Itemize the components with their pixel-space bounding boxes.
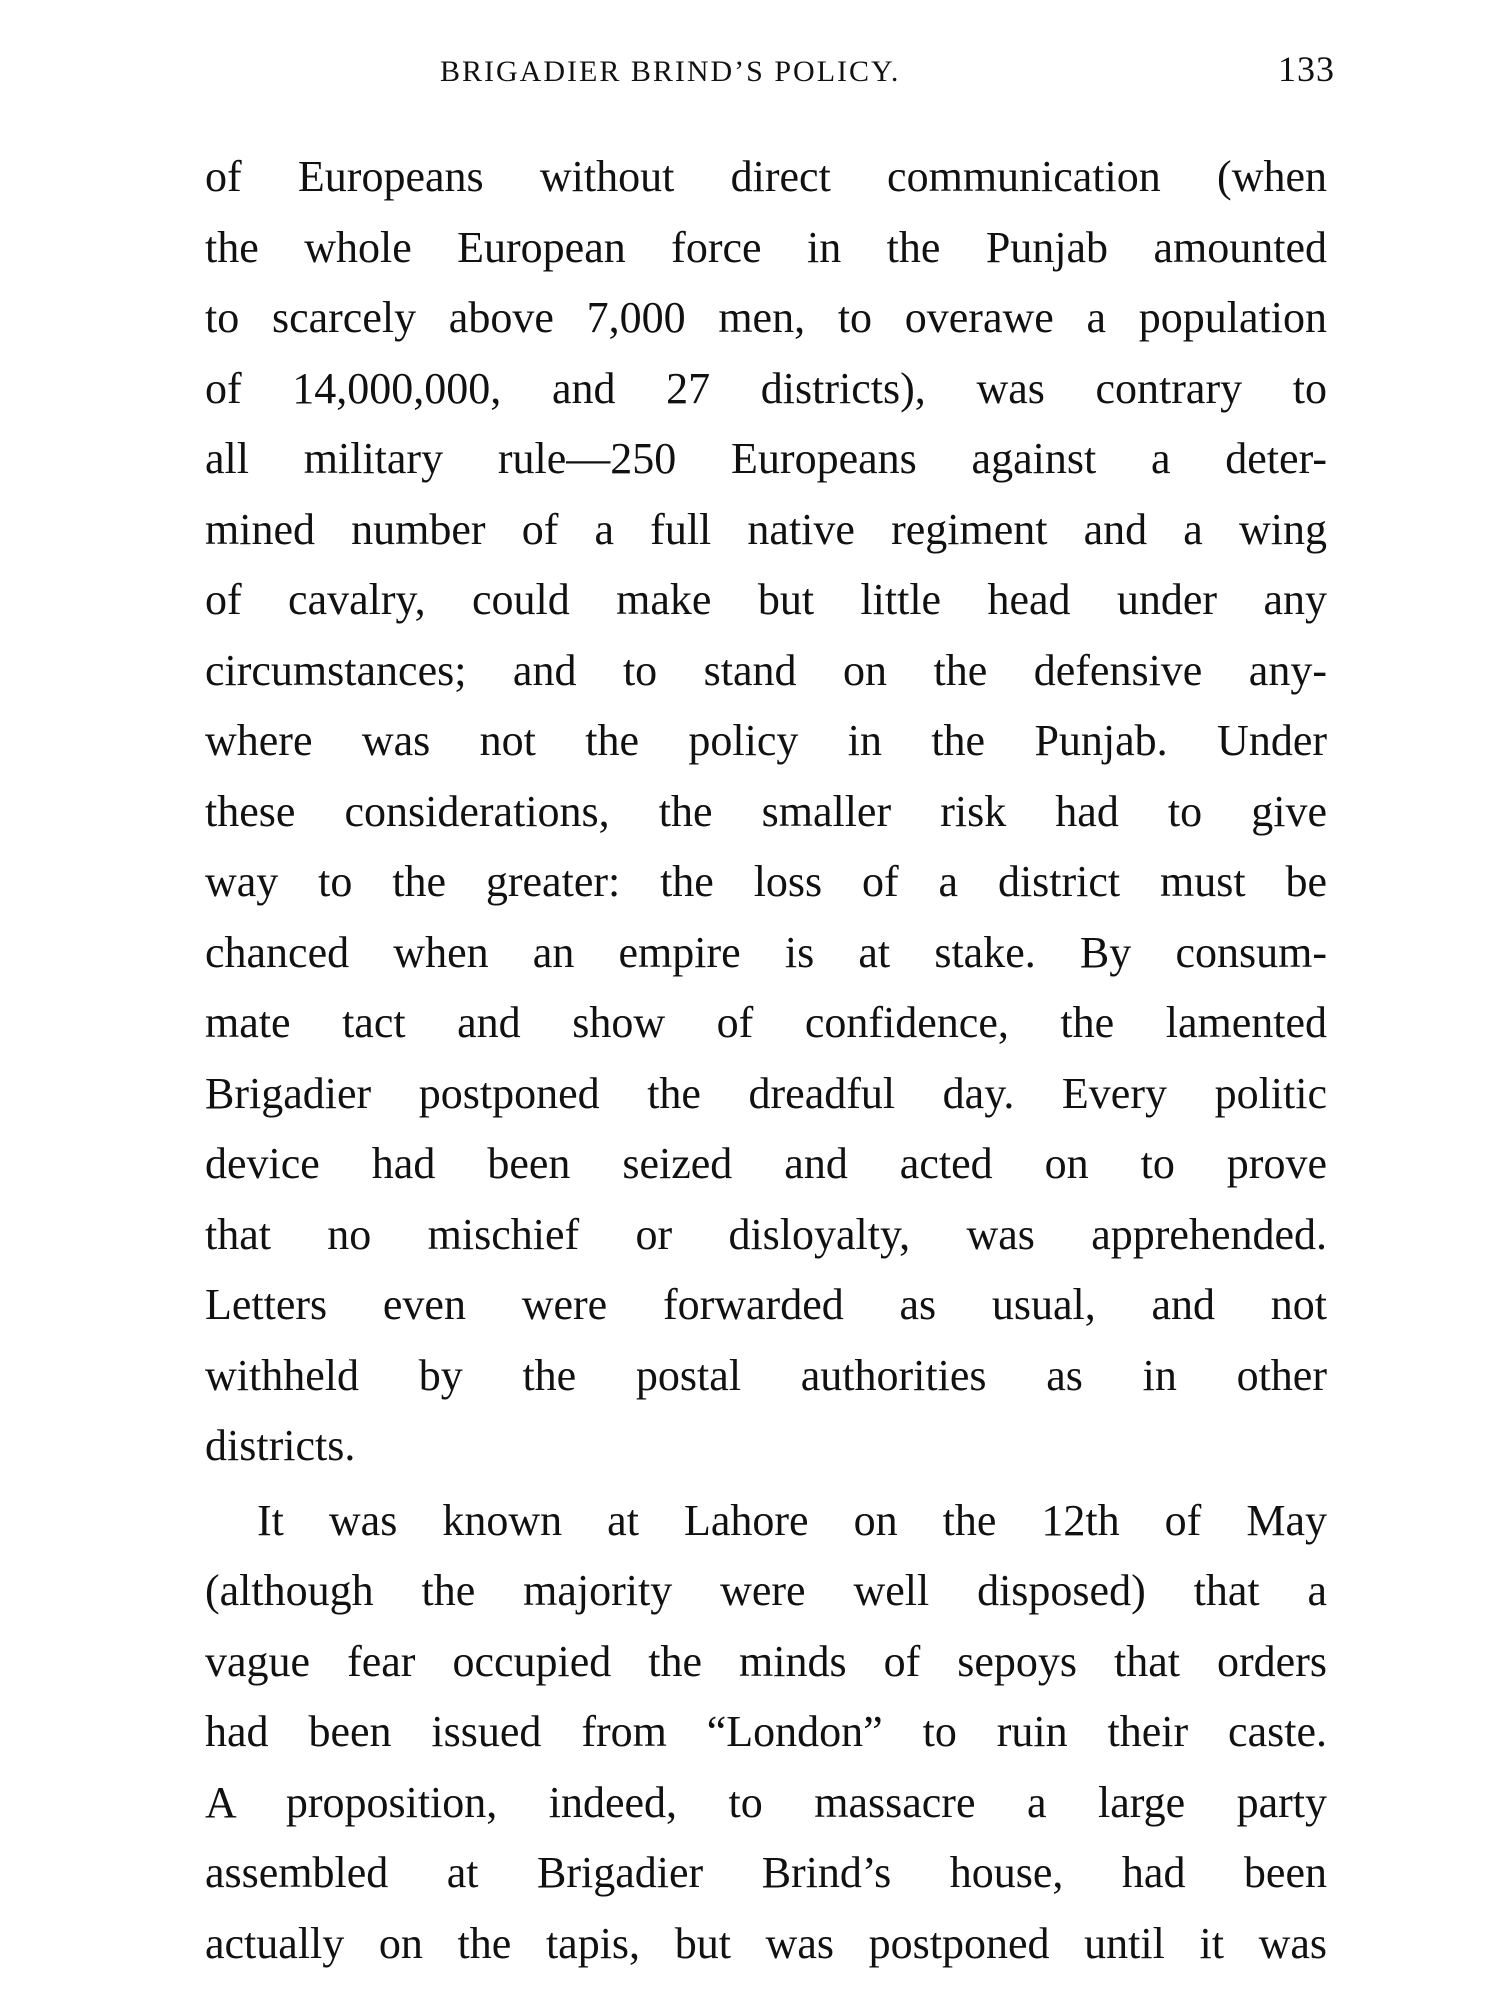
running-title: BRIGADIER BRIND’S POLICY. [440, 55, 901, 88]
text-line: mined number of a full native regiment and a wing [205, 504, 1327, 554]
text-line: chanced when an empire is at stake. By consum- [205, 927, 1327, 977]
text-line: Letters even were forwarded as usual, and not [205, 1280, 1327, 1329]
text-line: mate tact and show of confidence, the lamented [205, 998, 1327, 1047]
text-line: assembled at Brigadier Brind’s house, had been [205, 1848, 1327, 1897]
text-line: all military rule—250 Europeans against a deter- [205, 434, 1327, 483]
text-line: (although the majority were well disposed) that a [205, 1566, 1327, 1615]
text-line: Brigadier postponed the dreadful day. Every politic [205, 1068, 1327, 1118]
text-line: of cavalry, could make but little head under any [205, 575, 1327, 624]
text-line: districts. [205, 1421, 356, 1470]
text-line: where was not the policy in the Punjab. Under [205, 716, 1327, 765]
text-line: that no mischief or disloyalty, was apprehended. [205, 1209, 1327, 1259]
text-line: It was known at Lahore on the 12th of May [257, 1495, 1327, 1545]
text-line: these considerations, the smaller risk had to give [205, 786, 1327, 836]
text-line: actually on the tapis, but was postponed until it was [205, 1918, 1327, 1968]
running-head [440, 48, 1335, 98]
text-line: of Europeans without direct communication (when [205, 152, 1327, 201]
page-number: 133 [1278, 49, 1335, 89]
paragraph-1 [205, 142, 1327, 1482]
text-line: withheld by the postal authorities as in other [205, 1350, 1327, 1400]
text-line: vague fear occupied the minds of sepoys that orders [205, 1636, 1327, 1686]
paragraph-2 [205, 1486, 1327, 1980]
text-line: device had been seized and acted on to prove [205, 1139, 1327, 1188]
text-line: had been issued from “London” to ruin their caste. [205, 1707, 1327, 1756]
text-line: of 14,000,000, and 27 districts), was contrary to [205, 363, 1327, 413]
text-line: circumstances; and to stand on the defensive any- [205, 645, 1327, 695]
text-line: to scarcely above 7,000 men, to overawe a population [205, 293, 1327, 342]
text-line: A proposition, indeed, to massacre a large party [205, 1777, 1327, 1827]
body-text [205, 142, 1327, 1979]
text-line: the whole European force in the Punjab amounted [205, 222, 1327, 272]
text-line: way to the greater: the loss of a district must be [205, 857, 1327, 906]
